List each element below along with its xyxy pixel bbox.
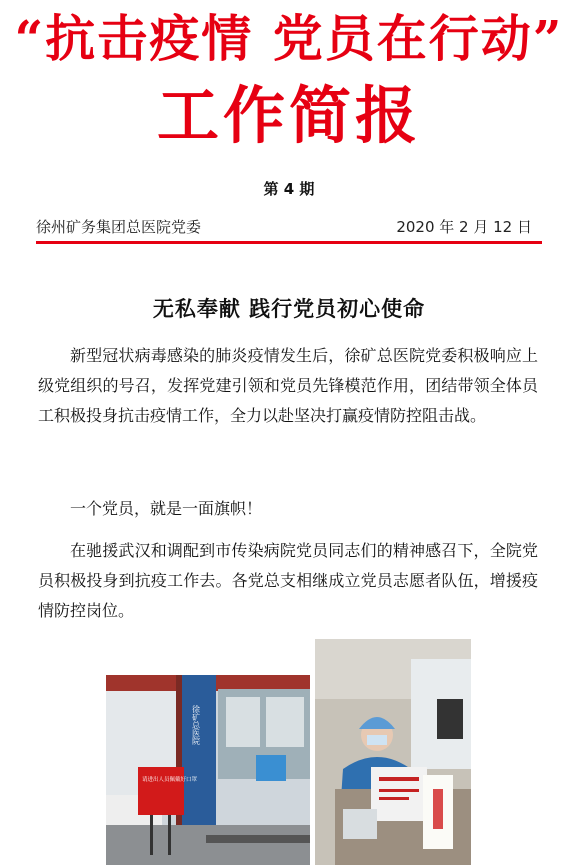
photo-staff-scene [315,639,471,865]
paragraph-text: 一个党员，就是一面旗帜！ [70,499,263,518]
publish-date: 2020 年 2 月 12 日 [396,218,532,236]
notice-board-text: 请进出人员佩戴好口罩 [142,777,198,783]
report-title-line2: 工作简报 [156,79,421,152]
issue-number: 第 4 期 [263,180,315,198]
publisher-org: 徐州矿务集团总医院党委 [36,218,202,236]
article-paragraph-3 [38,536,538,626]
header-divider [36,241,542,244]
desk-sign [371,767,427,821]
notice-board [138,767,184,815]
article-paragraph-1 [38,341,538,431]
report-title-line1: “抗击疫情 党员在行动” [14,9,564,68]
hospital-sign-text: 徐矿总医院 [191,705,201,745]
article-headline: 无私奉献 践行党员初心使命 [152,296,426,321]
paragraph-text: 在驰援武汉和调配到市传染病院党员同志们的精神感召下，全院党员积极投身到抗疫工作去。各党总支相继成立党员志愿者队伍，增援疫情防控岗位。 [38,541,538,620]
photo-hospital-entrance [106,675,310,865]
photo-entrance-scene [106,675,310,865]
photo-medical-staff [315,639,471,865]
article-paragraph-2 [38,494,538,524]
paragraph-text: 新型冠状病毒感染的肺炎疫情发生后，徐矿总医院党委积极响应上级党组织的号召，发挥党建引领和党员先锋模范作用，团结带领全体员工积极投身抗击疫情工作，全力以赴坚决打赢疫情防控阻击战。 [38,346,538,425]
